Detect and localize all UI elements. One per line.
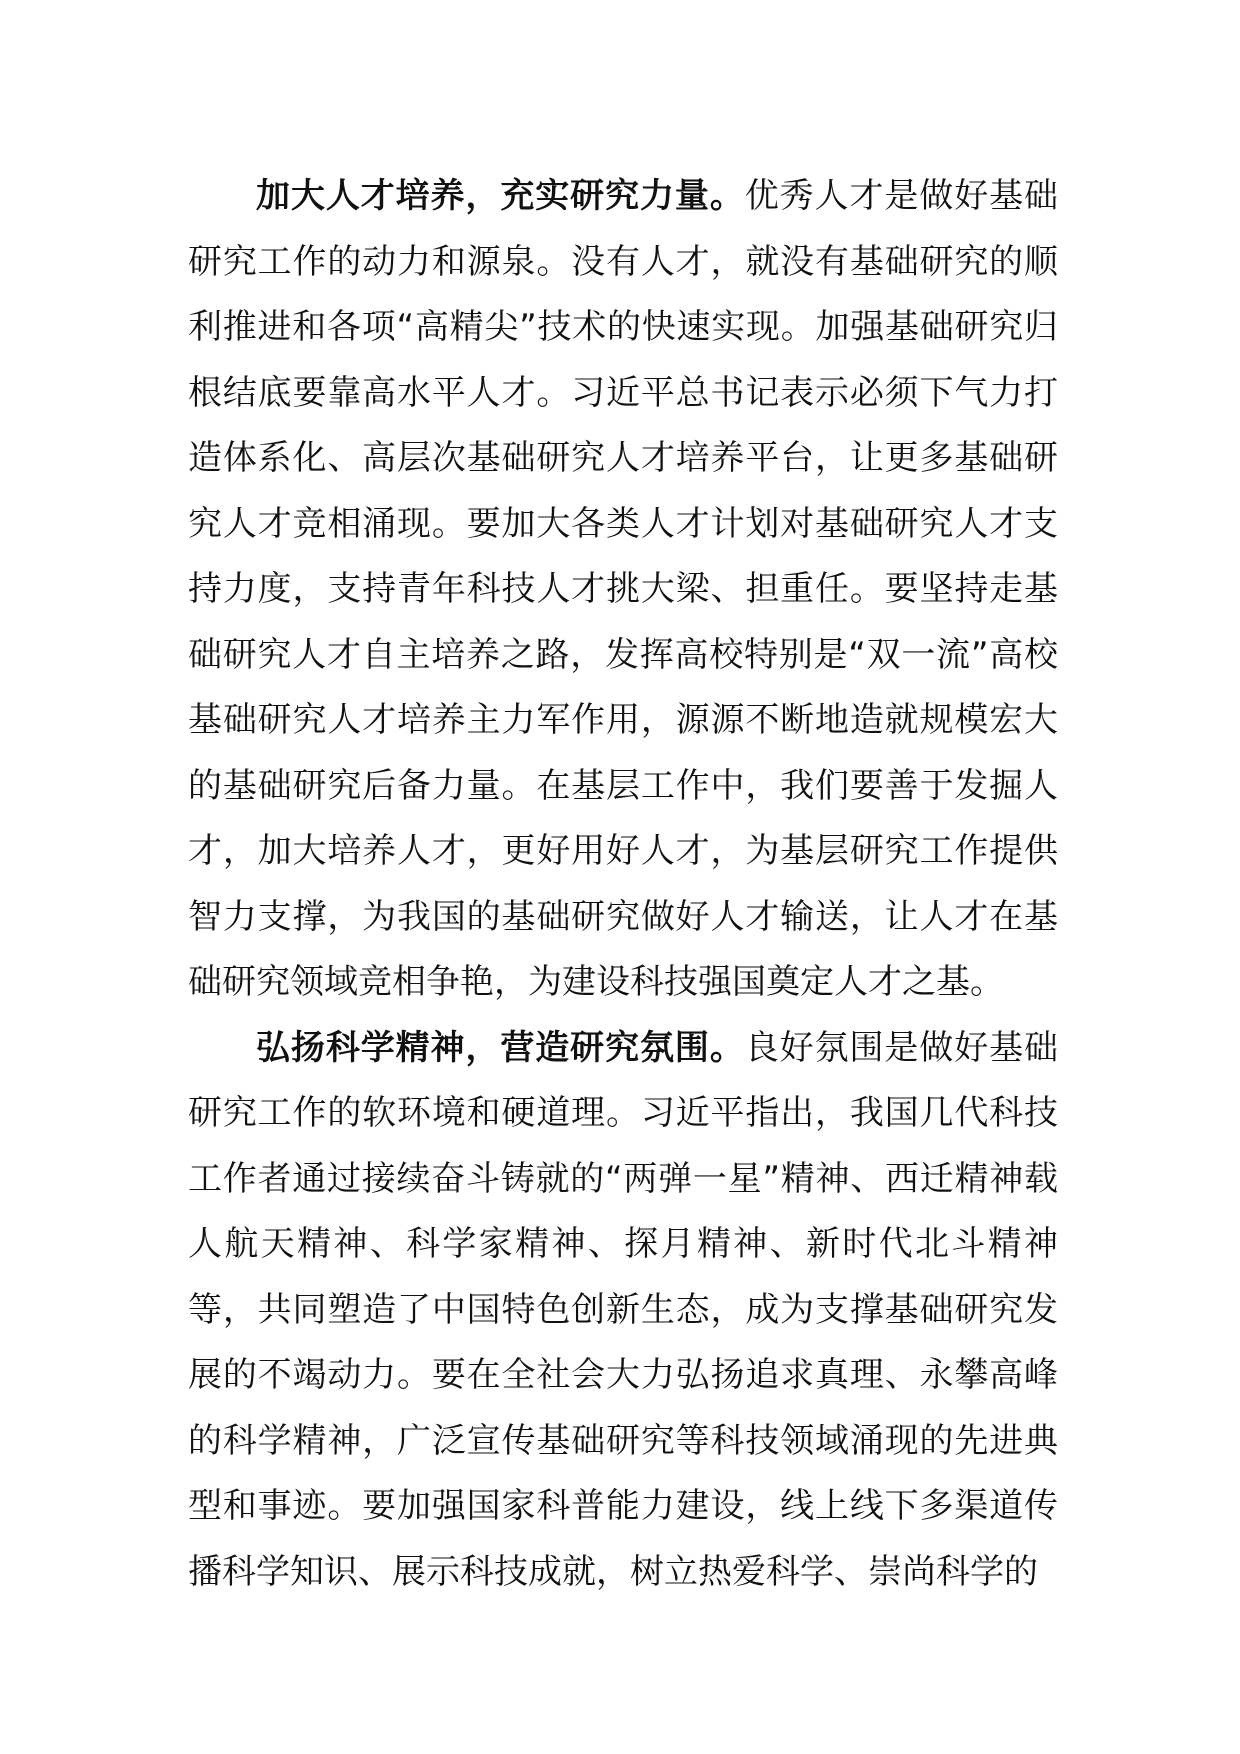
paragraph-science-spirit: [188, 1016, 1058, 1606]
paragraph-talent: [188, 164, 1058, 1016]
paragraph-body-text: 优秀人才是做好基础研究工作的动力和源泉。没有人才，就没有基础研究的顺利推进和各项“高精尖”技术的快速实现。加强基础研究归根结底要靠高水平人才。习近平总书记表示必须下气力打造体系化、高层次基础研究人才培养平台，让更多基础研究人才竞相涌现。要加大各类人才计划对基础研究人才支持力度，支持青年科技人才挑大梁、担重任。要坚持走基础研究人才自主培养之路，发挥高校特别是“双一流”高校基础研究人才培养主力军作用，源源不断地造就规模宏大的基础研究后备力量。在基层工作中，我们要善于发掘人才，加大培养人才，更好用好人才，为基层研究工作提供智力支撑，为我国的基础研究做好人才输送，让人才在基础研究领域竞相争艳，为建设科技强国奠定人才之基。: [188, 176, 1059, 1002]
paragraph-lead-heading: 加大人才培养，充实研究力量。: [256, 176, 745, 216]
paragraph-lead-heading: 弘扬科学精神，营造研究氛围。: [256, 1027, 745, 1068]
document-body: [188, 164, 1058, 1605]
paragraph-body-text: 良好氛围是做好基础研究工作的软环境和硬道理。习近平指出，我国几代科技工作者通过接续奋斗铸就的“两弹一星”精神、西迁精神载人航天精神、科学家精神、探月精神、新时代北斗精神等，共同塑造了中国特色创新生态，成为支撑基础研究发展的不竭动力。要在全社会大力弘扬追求真理、永攀高峰的科学精神，广泛宣传基础研究等科技领域涌现的先进典型和事迹。要加强国家科普能力建设，线上线下多渠道传播科学知识、展示科技成就，树立热爱科学、崇尚科学的: [188, 1027, 1059, 1592]
